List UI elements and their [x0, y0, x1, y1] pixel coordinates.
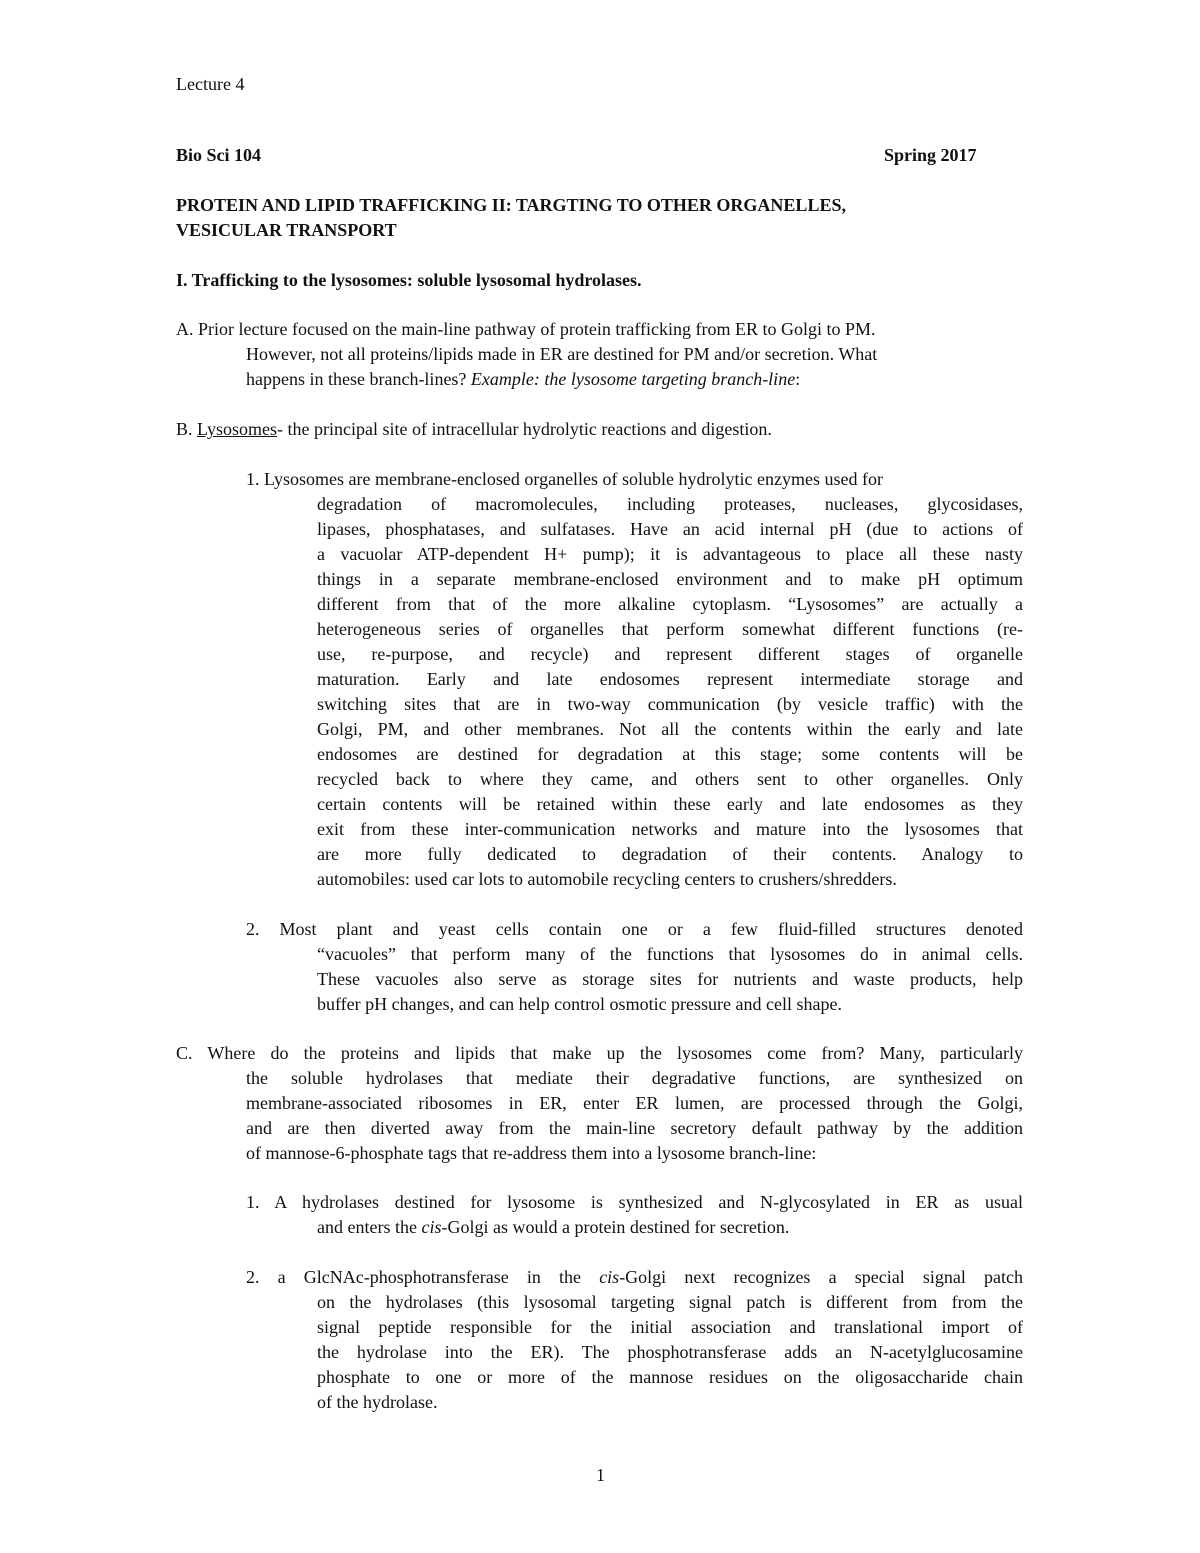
part-c-line: of mannose-6-phosphate tags that re-address them into a lysosome branch-line: — [246, 1143, 817, 1163]
b1-line: certain contents will be retained within these early and late endosomes as they — [317, 794, 1023, 814]
b1-line: maturation. Early and late endosomes represent intermediate storage and — [317, 669, 1023, 689]
part-c-line: C. Where do the proteins and lipids that make up the lysosomes come from? Many, particularly — [176, 1043, 1023, 1063]
b2-line: These vacuoles also serve as storage sites for nutrients and waste products, help — [317, 969, 1023, 989]
b2-line: “vacuoles” that perform many of the functions that lysosomes do in animal cells. — [317, 944, 1023, 964]
part-a-text: happens in these branch-lines? — [246, 369, 471, 389]
c2-cis: cis — [599, 1267, 620, 1287]
b1-line: lipases, phosphatases, and sulfatases. Have an acid internal pH (due to actions of — [317, 519, 1023, 539]
b1-line: Golgi, PM, and other membranes. Not all the contents within the early and late — [317, 719, 1023, 739]
section-heading: I. Trafficking to the lysosomes: soluble lysosomal hydrolases. — [176, 270, 642, 290]
title-line-1: PROTEIN AND LIPID TRAFFICKING II: TARGTING TO OTHER ORGANELLES, — [176, 195, 846, 215]
b1-line: a vacuolar ATP-dependent H+ pump); it is advantageous to place all these nasty — [317, 544, 1023, 564]
part-b-prefix: B. — [176, 419, 198, 439]
c2-line: on the hydrolases (this lysosomal targeting signal patch is different from from the — [317, 1292, 1023, 1312]
b2-line: buffer pH changes, and can help control osmotic pressure and cell shape. — [317, 994, 842, 1014]
part-a-line: A. Prior lecture focused on the main-line pathway of protein trafficking from ER to Golgi to PM. — [176, 319, 876, 339]
term-label: Spring 2017 — [884, 145, 977, 165]
b1-line: use, re-purpose, and recycle) and represent different stages of organelle — [317, 644, 1023, 664]
c2-line — [246, 1265, 1023, 1290]
b2-line: 2. Most plant and yeast cells contain one or a few fluid-filled structures denoted — [246, 919, 1023, 939]
c1-text: -Golgi as would a protein destined for secretion. — [441, 1217, 790, 1237]
part-b-line — [176, 417, 772, 442]
b1-line: endosomes are destined for degradation at this stage; some contents will be — [317, 744, 1023, 764]
c1-cis: cis — [421, 1217, 442, 1237]
part-c-line: and are then diverted away from the main-line secretory default pathway by the addition — [246, 1118, 1023, 1138]
part-c-line: membrane-associated ribosomes in ER, enter ER lumen, are processed through the Golgi, — [246, 1093, 1023, 1113]
b1-line: different from that of the more alkaline cytoplasm. “Lysosomes” are actually a — [317, 594, 1023, 614]
lecture-label: Lecture 4 — [176, 74, 245, 94]
c2-line: phosphate to one or more of the mannose residues on the oligosaccharide chain — [317, 1367, 1023, 1387]
c2-line: of the hydrolase. — [317, 1392, 438, 1412]
course-label: Bio Sci 104 — [176, 145, 262, 165]
c1-line: 1. A hydrolases destined for lysosome is synthesized and N-glycosylated in ER as usual — [246, 1192, 1023, 1212]
b1-line: things in a separate membrane-enclosed environment and to make pH optimum — [317, 569, 1023, 589]
b1-line: recycled back to where they came, and others sent to other organelles. Only — [317, 769, 1023, 789]
part-a-line: However, not all proteins/lipids made in ER are destined for PM and/or secretion. What — [246, 344, 878, 364]
b1-line: switching sites that are in two-way communication (by vesicle traffic) with the — [317, 694, 1023, 714]
part-a-line — [246, 367, 800, 392]
b1-line: 1. Lysosomes are membrane-enclosed organelles of soluble hydrolytic enzymes used for — [246, 469, 883, 489]
c1-line — [317, 1215, 789, 1240]
page-number: 1 — [596, 1465, 605, 1485]
lysosomes-term: Lysosomes — [197, 419, 278, 439]
b1-line: are more fully dedicated to degradation of their contents. Analogy to — [317, 844, 1023, 864]
b1-line: heterogeneous series of organelles that perform somewhat different functions (re- — [317, 619, 1023, 639]
part-c-line: the soluble hydrolases that mediate their degradative functions, are synthesized on — [246, 1068, 1023, 1088]
part-b-definition: - the principal site of intracellular hydrolytic reactions and digestion. — [277, 419, 772, 439]
c2-text: -Golgi next recognizes a special signal patch — [619, 1267, 1023, 1287]
part-a-example: Example: the lysosome targeting branch-line — [470, 369, 796, 389]
c2-text: 2. a GlcNAc-phosphotransferase in the — [246, 1267, 600, 1287]
c2-line: signal peptide responsible for the initial association and translational import of — [317, 1317, 1023, 1337]
b1-line: automobiles: used car lots to automobile recycling centers to crushers/shredders. — [317, 869, 897, 889]
b1-line: exit from these inter-communication networks and mature into the lysosomes that — [317, 819, 1023, 839]
c2-line: the hydrolase into the ER). The phosphotransferase adds an N-acetylglucosamine — [317, 1342, 1023, 1362]
part-a-colon: : — [795, 369, 801, 389]
title-line-2: VESICULAR TRANSPORT — [176, 220, 397, 240]
b1-line: degradation of macromolecules, including proteases, nucleases, glycosidases, — [317, 494, 1023, 514]
c1-text: and enters the — [317, 1217, 422, 1237]
